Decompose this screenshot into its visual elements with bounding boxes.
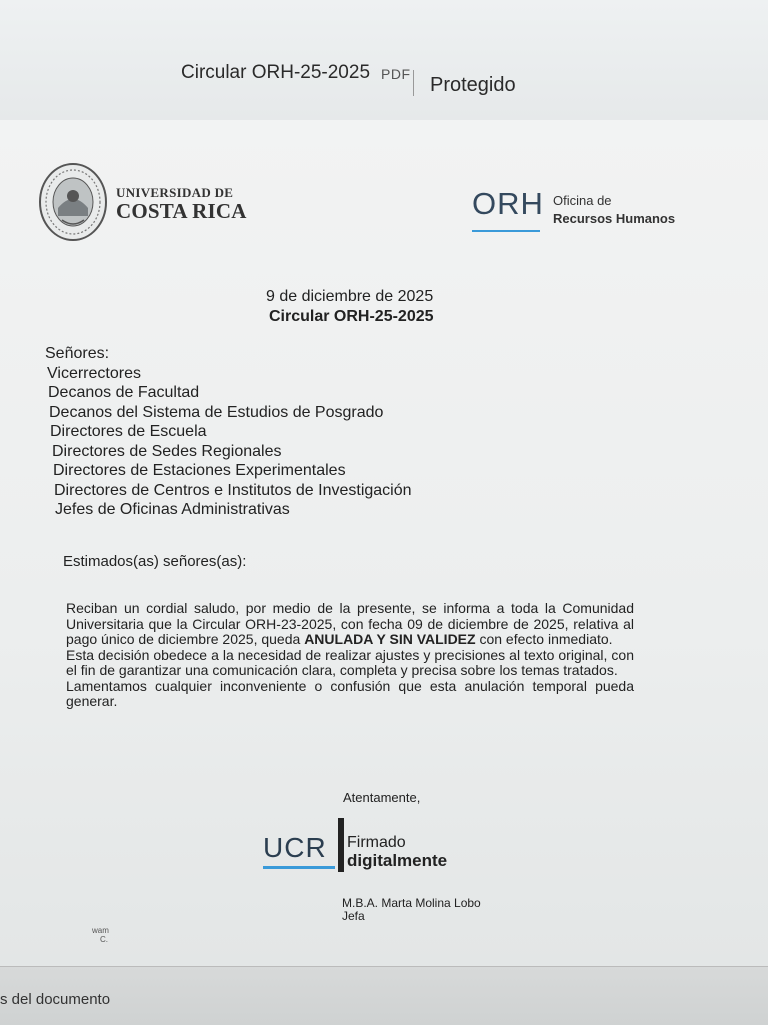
letter-date: 9 de diciembre de 2025 [266,288,434,305]
signer-title: Jefa [342,909,365,923]
office-name-line1: Oficina de [553,193,612,208]
recipient-item: Decanos del Sistema de Estudios de Posgrado [49,403,384,421]
paragraph-reason: Esta decisión obedece a la necesidad de realizar ajustes y precisiones al texto original, con el fin de garantizar una comunicación clara, completa y precisa sobre los temas tratados. [66,646,634,678]
orh-acronym: ORH [472,186,544,221]
salutation: Estimados(as) señores(as): [63,553,247,570]
signer-name: M.B.A. Marta Molina Lobo [342,896,481,910]
signature-bar-icon [338,818,344,872]
recipient-list [45,344,412,520]
viewer-status-bar [0,966,768,1025]
signer-block [342,897,481,923]
circular-number: Circular ORH-25-2025 [269,308,434,325]
recipient-item: Directores de Estaciones Experimentales [53,462,346,479]
signature-label-line1: Firmado [347,834,406,851]
annulled-emphasis: ANULADA Y SIN VALIDEZ [304,631,476,647]
signature-ucr-underline [263,866,335,869]
paragraph-apology: Lamentamos cualquier inconveniente o confusión que esta anulación temporal pueda generar. [66,677,634,709]
signature-ucr-logo: UCR [263,832,327,863]
recipient-item: Directores de Sedes Regionales [52,442,282,460]
closing: Atentamente, [343,790,421,805]
signature-label-line2: digitalmente [347,851,448,870]
initials-line1: wam [92,926,109,935]
paragraph1-end: con efecto inmediato. [475,631,613,647]
orh-office-logo [472,186,676,226]
paragraph-annulment [66,601,634,648]
university-seal-icon [38,162,108,242]
typist-initials [92,926,109,944]
university-name-line1: UNIVERSIDAD DE [116,185,234,200]
viewer-toolbar [0,0,768,121]
paragraph1-text: Reciban un cordial saludo, por medio de la presente, se informa a toda la Comunidad Universitaria que la Circular ORH-23-2025, con fecha 09 de diciembre de 2025, relativa al pago único de diciembre 2025, queda [66,600,634,647]
document-title: Circular ORH-25-2025 [181,62,371,83]
university-name-logo [116,186,247,222]
recipient-item: Vicerrectores [47,364,141,382]
office-name [553,192,675,227]
orh-underline [472,230,540,232]
letter-body [66,601,634,710]
office-name-line2: Recursos Humanos [553,210,676,226]
recipient-item: Directores de Centros e Institutos de Investigación [54,481,412,499]
addressee-heading: Señores: [45,345,110,362]
recipient-item: Decanos de Facultad [48,384,200,401]
pdf-file-type-icon: PDF [381,66,411,82]
toolbar-divider [413,70,414,96]
document-properties-link[interactable]: s del documento [0,991,111,1008]
initials-line2: C. [100,935,108,944]
recipient-item: Directores de Escuela [50,423,207,440]
recipient-item: Jefes de Oficinas Administrativas [55,501,290,518]
university-name-line2: COSTA RICA [116,199,247,223]
protected-status-label[interactable]: Protegido [430,74,516,96]
